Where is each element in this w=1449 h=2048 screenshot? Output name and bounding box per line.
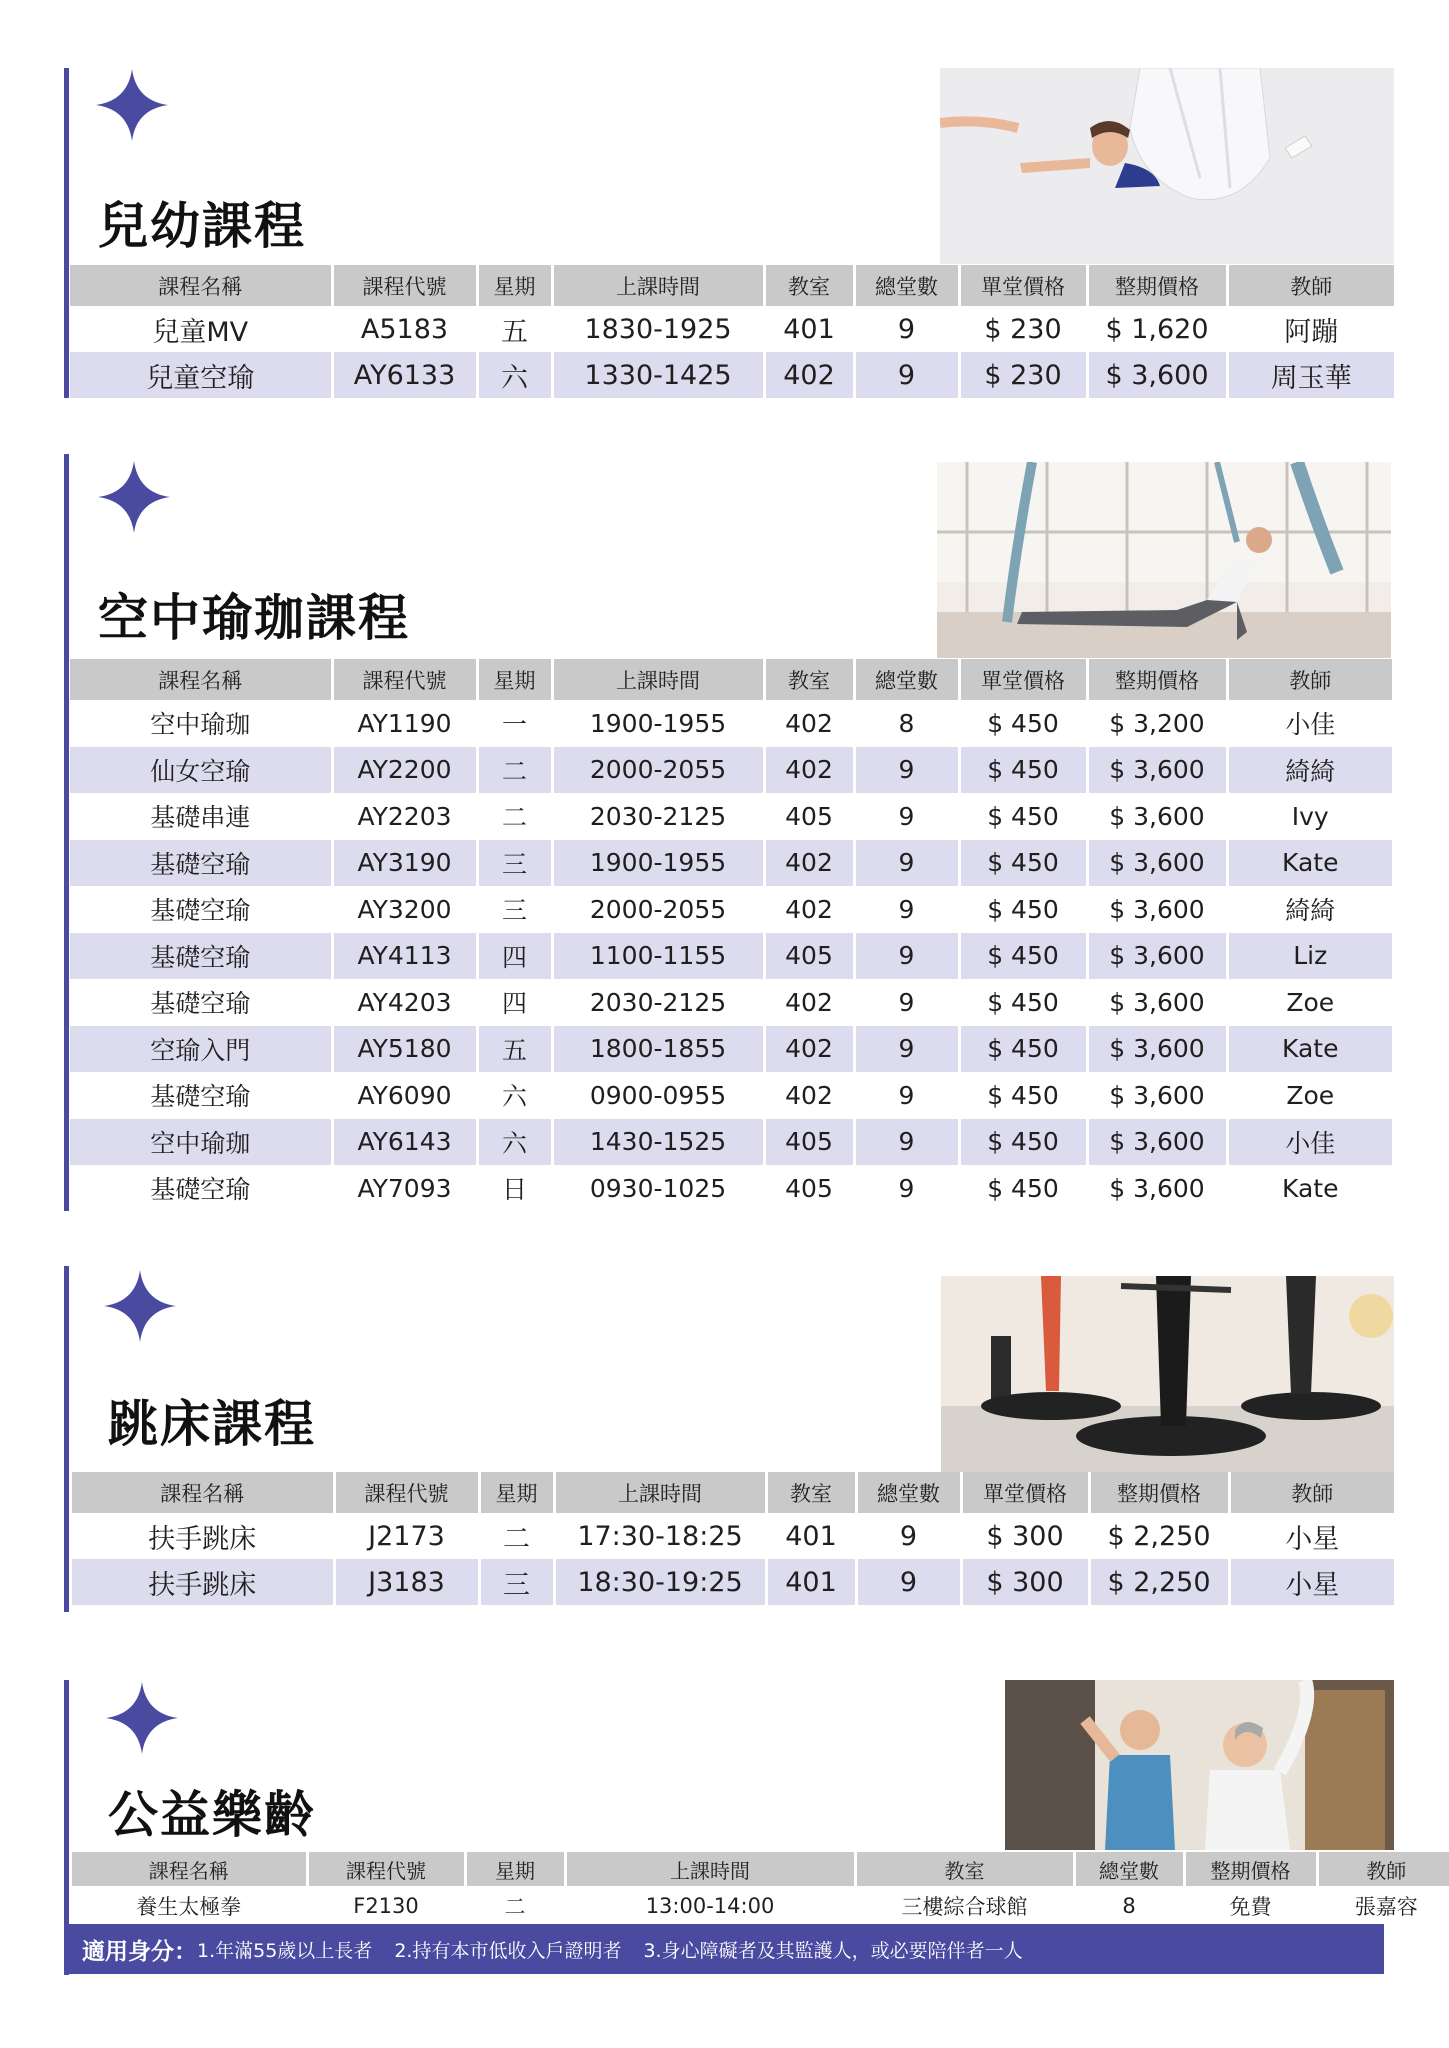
header-weekday: 星期 <box>479 1472 554 1513</box>
course-name: 空中瑜珈 <box>70 700 332 747</box>
term-price: $ 3,600 <box>1087 352 1227 398</box>
teacher: Kate <box>1227 1026 1392 1073</box>
header-classroom: 教室 <box>764 265 854 306</box>
table-row <box>70 747 1392 794</box>
teacher: Liz <box>1227 933 1392 980</box>
class-time: 17:30-18:25 <box>554 1513 766 1559</box>
header-class-time: 上課時間 <box>565 1852 855 1886</box>
diamond-icon <box>96 69 168 141</box>
diamond-icon <box>98 461 170 533</box>
course-code: AY5180 <box>332 1026 477 1073</box>
class-time: 2030-2125 <box>552 979 764 1026</box>
classroom: 405 <box>764 793 854 840</box>
header-classroom: 教室 <box>855 1852 1074 1886</box>
class-time: 18:30-19:25 <box>554 1559 766 1605</box>
sessions: 9 <box>854 1119 959 1166</box>
single-price: $ 450 <box>959 793 1087 840</box>
header-teacher: 教師 <box>1227 659 1392 700</box>
classroom: 405 <box>764 1165 854 1212</box>
class-time: 0930-1025 <box>552 1165 764 1212</box>
sessions: 9 <box>856 1559 961 1605</box>
weekday: 六 <box>477 1072 552 1119</box>
single-price: $ 450 <box>959 979 1087 1026</box>
course-name: 基礎空瑜 <box>70 1165 332 1212</box>
kids-section <box>64 68 1394 398</box>
course-name: 兒童空瑜 <box>70 352 332 398</box>
table-row <box>70 840 1392 887</box>
table-row <box>70 933 1392 980</box>
course-code: AY3190 <box>332 840 477 887</box>
header-course-name: 課程名稱 <box>70 265 332 306</box>
classroom: 402 <box>764 840 854 887</box>
header-sessions: 總堂數 <box>1074 1852 1184 1886</box>
classroom: 401 <box>766 1513 856 1559</box>
table-row <box>70 1119 1392 1166</box>
single-price: $ 450 <box>959 840 1087 887</box>
eligibility-item: 1.年滿55歲以上長者 <box>197 1939 373 1962</box>
sessions: 9 <box>854 306 959 352</box>
table-row <box>70 793 1392 840</box>
diamond-icon <box>104 1270 176 1342</box>
term-price: $ 3,600 <box>1087 793 1227 840</box>
sessions: 9 <box>854 979 959 1026</box>
course-name: 基礎串連 <box>70 793 332 840</box>
header-weekday: 星期 <box>477 265 552 306</box>
section-title: 公益樂齡 <box>108 1786 316 1844</box>
teacher: 周玉華 <box>1227 352 1394 398</box>
eligibility-item: 2.持有本市低收入戶證明者 <box>394 1939 622 1962</box>
header-teacher: 教師 <box>1317 1852 1449 1886</box>
senior-exercise-photo <box>1005 1680 1394 1850</box>
weekday: 五 <box>477 1026 552 1073</box>
classroom: 401 <box>766 1559 856 1605</box>
classroom: 402 <box>764 1072 854 1119</box>
teacher: 張嘉容 <box>1354 1895 1418 1919</box>
header-sessions: 總堂數 <box>854 659 959 700</box>
single-price: $ 450 <box>959 886 1087 933</box>
section-accent-bar <box>64 1266 69 1612</box>
sessions: 9 <box>854 352 959 398</box>
trampoline-section <box>64 1266 1394 1612</box>
single-price: $ 450 <box>959 700 1087 747</box>
table-row <box>70 979 1392 1026</box>
class-time: 2030-2125 <box>552 793 764 840</box>
term-price: $ 3,600 <box>1087 886 1227 933</box>
weekday: 二 <box>477 747 552 794</box>
teacher: 阿蹦 <box>1284 316 1339 348</box>
single-price: $ 450 <box>959 747 1087 794</box>
classroom: 402 <box>764 700 854 747</box>
term-price: $ 3,600 <box>1087 1165 1227 1212</box>
classroom: 402 <box>764 352 854 398</box>
classroom: 402 <box>764 979 854 1026</box>
class-time: 0900-0955 <box>552 1072 764 1119</box>
header-weekday: 星期 <box>477 659 552 700</box>
classroom: 三樓綜合球館 <box>855 1886 1074 1926</box>
sessions: 8 <box>854 700 959 747</box>
weekday: 六 <box>477 1119 552 1166</box>
course-name: 空瑜入門 <box>70 1026 332 1073</box>
single-price: $ 230 <box>959 306 1087 352</box>
class-time: 2000-2055 <box>552 886 764 933</box>
term-price: $ 2,250 <box>1089 1513 1229 1559</box>
sessions: 8 <box>1074 1886 1184 1926</box>
trampoline-course-table <box>72 1472 1394 1605</box>
teacher: 小星 <box>1229 1559 1394 1605</box>
class-time: 13:00-14:00 <box>565 1886 855 1926</box>
course-code: AY6143 <box>332 1119 477 1166</box>
course-code: AY2203 <box>332 793 477 840</box>
weekday: 日 <box>477 1165 552 1212</box>
single-price: $ 300 <box>961 1559 1089 1605</box>
table-row <box>70 1072 1392 1119</box>
classroom: 402 <box>764 1026 854 1073</box>
course-code: J2173 <box>334 1513 479 1559</box>
sessions: 9 <box>854 840 959 887</box>
header-course-code: 課程代號 <box>334 1472 479 1513</box>
header-course-code: 課程代號 <box>332 659 477 700</box>
classroom: 405 <box>764 1119 854 1166</box>
term-price: $ 3,600 <box>1087 1119 1227 1166</box>
kids-aerial-photo <box>940 68 1394 264</box>
diamond-icon <box>106 1682 178 1754</box>
teacher: Ivy <box>1291 801 1329 831</box>
sessions: 9 <box>854 793 959 840</box>
course-name: 空中瑜珈 <box>70 1119 332 1166</box>
weekday: 四 <box>477 979 552 1026</box>
term-price: $ 3,600 <box>1087 933 1227 980</box>
course-name: 基礎空瑜 <box>70 979 332 1026</box>
teacher: 小佳 <box>1285 710 1336 740</box>
sessions: 9 <box>856 1513 961 1559</box>
section-title: 跳床課程 <box>108 1395 316 1453</box>
teacher: 小佳 <box>1227 1119 1392 1166</box>
weekday: 二 <box>465 1886 565 1926</box>
header-class-time: 上課時間 <box>552 265 764 306</box>
course-name: 扶手跳床 <box>72 1513 334 1559</box>
classroom: 405 <box>764 933 854 980</box>
term-price: $ 3,600 <box>1087 1072 1227 1119</box>
teacher: 小星 <box>1285 1523 1340 1555</box>
term-price: $ 3,600 <box>1087 747 1227 794</box>
table-header-row <box>72 1472 1394 1513</box>
table-header-row <box>70 659 1392 700</box>
header-class-time: 上課時間 <box>552 659 764 700</box>
aerial-yoga-section <box>64 454 1394 1211</box>
course-code: AY1190 <box>332 700 477 747</box>
single-price: $ 450 <box>959 1072 1087 1119</box>
sessions: 9 <box>854 747 959 794</box>
weekday: 五 <box>477 306 552 352</box>
course-code: AY3200 <box>332 886 477 933</box>
header-class-time: 上課時間 <box>554 1472 766 1513</box>
table-row <box>72 1559 1394 1605</box>
table-row <box>72 1513 1394 1559</box>
course-code: AY6090 <box>332 1072 477 1119</box>
header-teacher: 教師 <box>1229 1472 1394 1513</box>
sessions: 9 <box>854 1072 959 1119</box>
weekday: 三 <box>479 1559 554 1605</box>
term-price: $ 3,600 <box>1087 1026 1227 1073</box>
weekday: 三 <box>477 840 552 887</box>
course-code: AY4113 <box>332 933 477 980</box>
weekday: 二 <box>477 793 552 840</box>
course-code: F2130 <box>307 1886 465 1926</box>
section-accent-bar <box>64 454 69 1211</box>
weekday: 三 <box>477 886 552 933</box>
class-time: 1430-1525 <box>552 1119 764 1166</box>
table-header-row <box>70 265 1394 306</box>
aerial-yoga-photo <box>937 462 1391 658</box>
header-term-price: 整期價格 <box>1089 1472 1229 1513</box>
header-single-price: 單堂價格 <box>959 265 1087 306</box>
single-price: $ 450 <box>959 1165 1087 1212</box>
single-price: $ 450 <box>959 1026 1087 1073</box>
teacher: Zoe <box>1286 1080 1335 1110</box>
term-price: $ 1,620 <box>1087 306 1227 352</box>
single-price: $ 450 <box>959 1119 1087 1166</box>
course-code: AY4203 <box>332 979 477 1026</box>
header-classroom: 教室 <box>766 1472 856 1513</box>
course-name: 基礎空瑜 <box>70 886 332 933</box>
term-price: $ 2,250 <box>1089 1559 1229 1605</box>
eligibility-footer <box>64 1924 1384 1974</box>
teacher: Kate <box>1282 1173 1339 1203</box>
header-single-price: 單堂價格 <box>959 659 1087 700</box>
table-row <box>70 1026 1392 1073</box>
eligibility-label: 適用身分： <box>82 1938 197 1965</box>
weekday: 一 <box>477 700 552 747</box>
weekday: 六 <box>477 352 552 398</box>
class-time: 1900-1955 <box>552 840 764 887</box>
header-course-name: 課程名稱 <box>72 1852 307 1886</box>
header-weekday: 星期 <box>465 1852 565 1886</box>
header-course-code: 課程代號 <box>307 1852 465 1886</box>
course-name: 基礎空瑜 <box>70 840 332 887</box>
table-row <box>70 306 1394 352</box>
header-sessions: 總堂數 <box>856 1472 961 1513</box>
header-course-code: 課程代號 <box>332 265 477 306</box>
course-name: 基礎空瑜 <box>70 933 332 980</box>
aerial-course-table <box>70 659 1392 1212</box>
section-title: 空中瑜珈課程 <box>98 589 410 647</box>
course-name: 兒童MV <box>70 306 332 352</box>
course-code: AY6133 <box>332 352 477 398</box>
table-row <box>72 1886 1449 1926</box>
header-course-name: 課程名稱 <box>70 659 332 700</box>
header-teacher: 教師 <box>1227 265 1394 306</box>
header-course-name: 課程名稱 <box>72 1472 334 1513</box>
classroom: 402 <box>764 886 854 933</box>
table-row <box>70 700 1392 747</box>
eligibility-item: 3.身心障礙者及其監護人，或必要陪伴者一人 <box>643 1939 1023 1962</box>
table-row <box>70 886 1392 933</box>
section-accent-bar <box>64 68 69 398</box>
teacher: Kate <box>1227 840 1392 887</box>
class-time: 1900-1955 <box>552 700 764 747</box>
header-classroom: 教室 <box>764 659 854 700</box>
class-time: 1100-1155 <box>552 933 764 980</box>
classroom: 401 <box>764 306 854 352</box>
term-price: $ 3,600 <box>1087 840 1227 887</box>
single-price: $ 230 <box>959 352 1087 398</box>
weekday: 二 <box>479 1513 554 1559</box>
course-name: 扶手跳床 <box>72 1559 334 1605</box>
course-name: 養生太極拳 <box>72 1886 307 1926</box>
section-title: 兒幼課程 <box>98 197 306 255</box>
course-name: 基礎空瑜 <box>70 1072 332 1119</box>
sessions: 9 <box>854 886 959 933</box>
table-header-row <box>72 1852 1449 1886</box>
sessions: 9 <box>854 933 959 980</box>
sessions: 9 <box>854 1165 959 1212</box>
classroom: 402 <box>764 747 854 794</box>
course-name: 仙女空瑜 <box>70 747 332 794</box>
teacher: 綺綺 <box>1285 896 1336 926</box>
course-code: AY7093 <box>332 1165 477 1212</box>
class-time: 1830-1925 <box>552 306 764 352</box>
teacher: Zoe <box>1286 987 1335 1017</box>
header-term-price: 整期價格 <box>1087 659 1227 700</box>
course-code: J3183 <box>334 1559 479 1605</box>
class-time: 1330-1425 <box>552 352 764 398</box>
term-price: $ 3,600 <box>1087 979 1227 1026</box>
term-price: $ 3,200 <box>1087 700 1227 747</box>
course-code: AY2200 <box>332 747 477 794</box>
teacher: 綺綺 <box>1227 747 1392 794</box>
header-term-price: 整期價格 <box>1087 265 1227 306</box>
header-single-price: 單堂價格 <box>961 1472 1089 1513</box>
sessions: 9 <box>854 1026 959 1073</box>
class-time: 2000-2055 <box>552 747 764 794</box>
senior-course-table <box>72 1852 1449 1926</box>
course-code: A5183 <box>332 306 477 352</box>
trampoline-photo <box>941 1276 1394 1472</box>
table-row <box>70 352 1394 398</box>
term-price: 免費 <box>1184 1886 1317 1926</box>
single-price: $ 450 <box>959 933 1087 980</box>
header-sessions: 總堂數 <box>854 265 959 306</box>
single-price: $ 300 <box>961 1513 1089 1559</box>
class-time: 1800-1855 <box>552 1026 764 1073</box>
table-row <box>70 1165 1392 1212</box>
header-term-price: 整期價格 <box>1184 1852 1317 1886</box>
weekday: 四 <box>477 933 552 980</box>
kids-course-table <box>70 265 1394 398</box>
